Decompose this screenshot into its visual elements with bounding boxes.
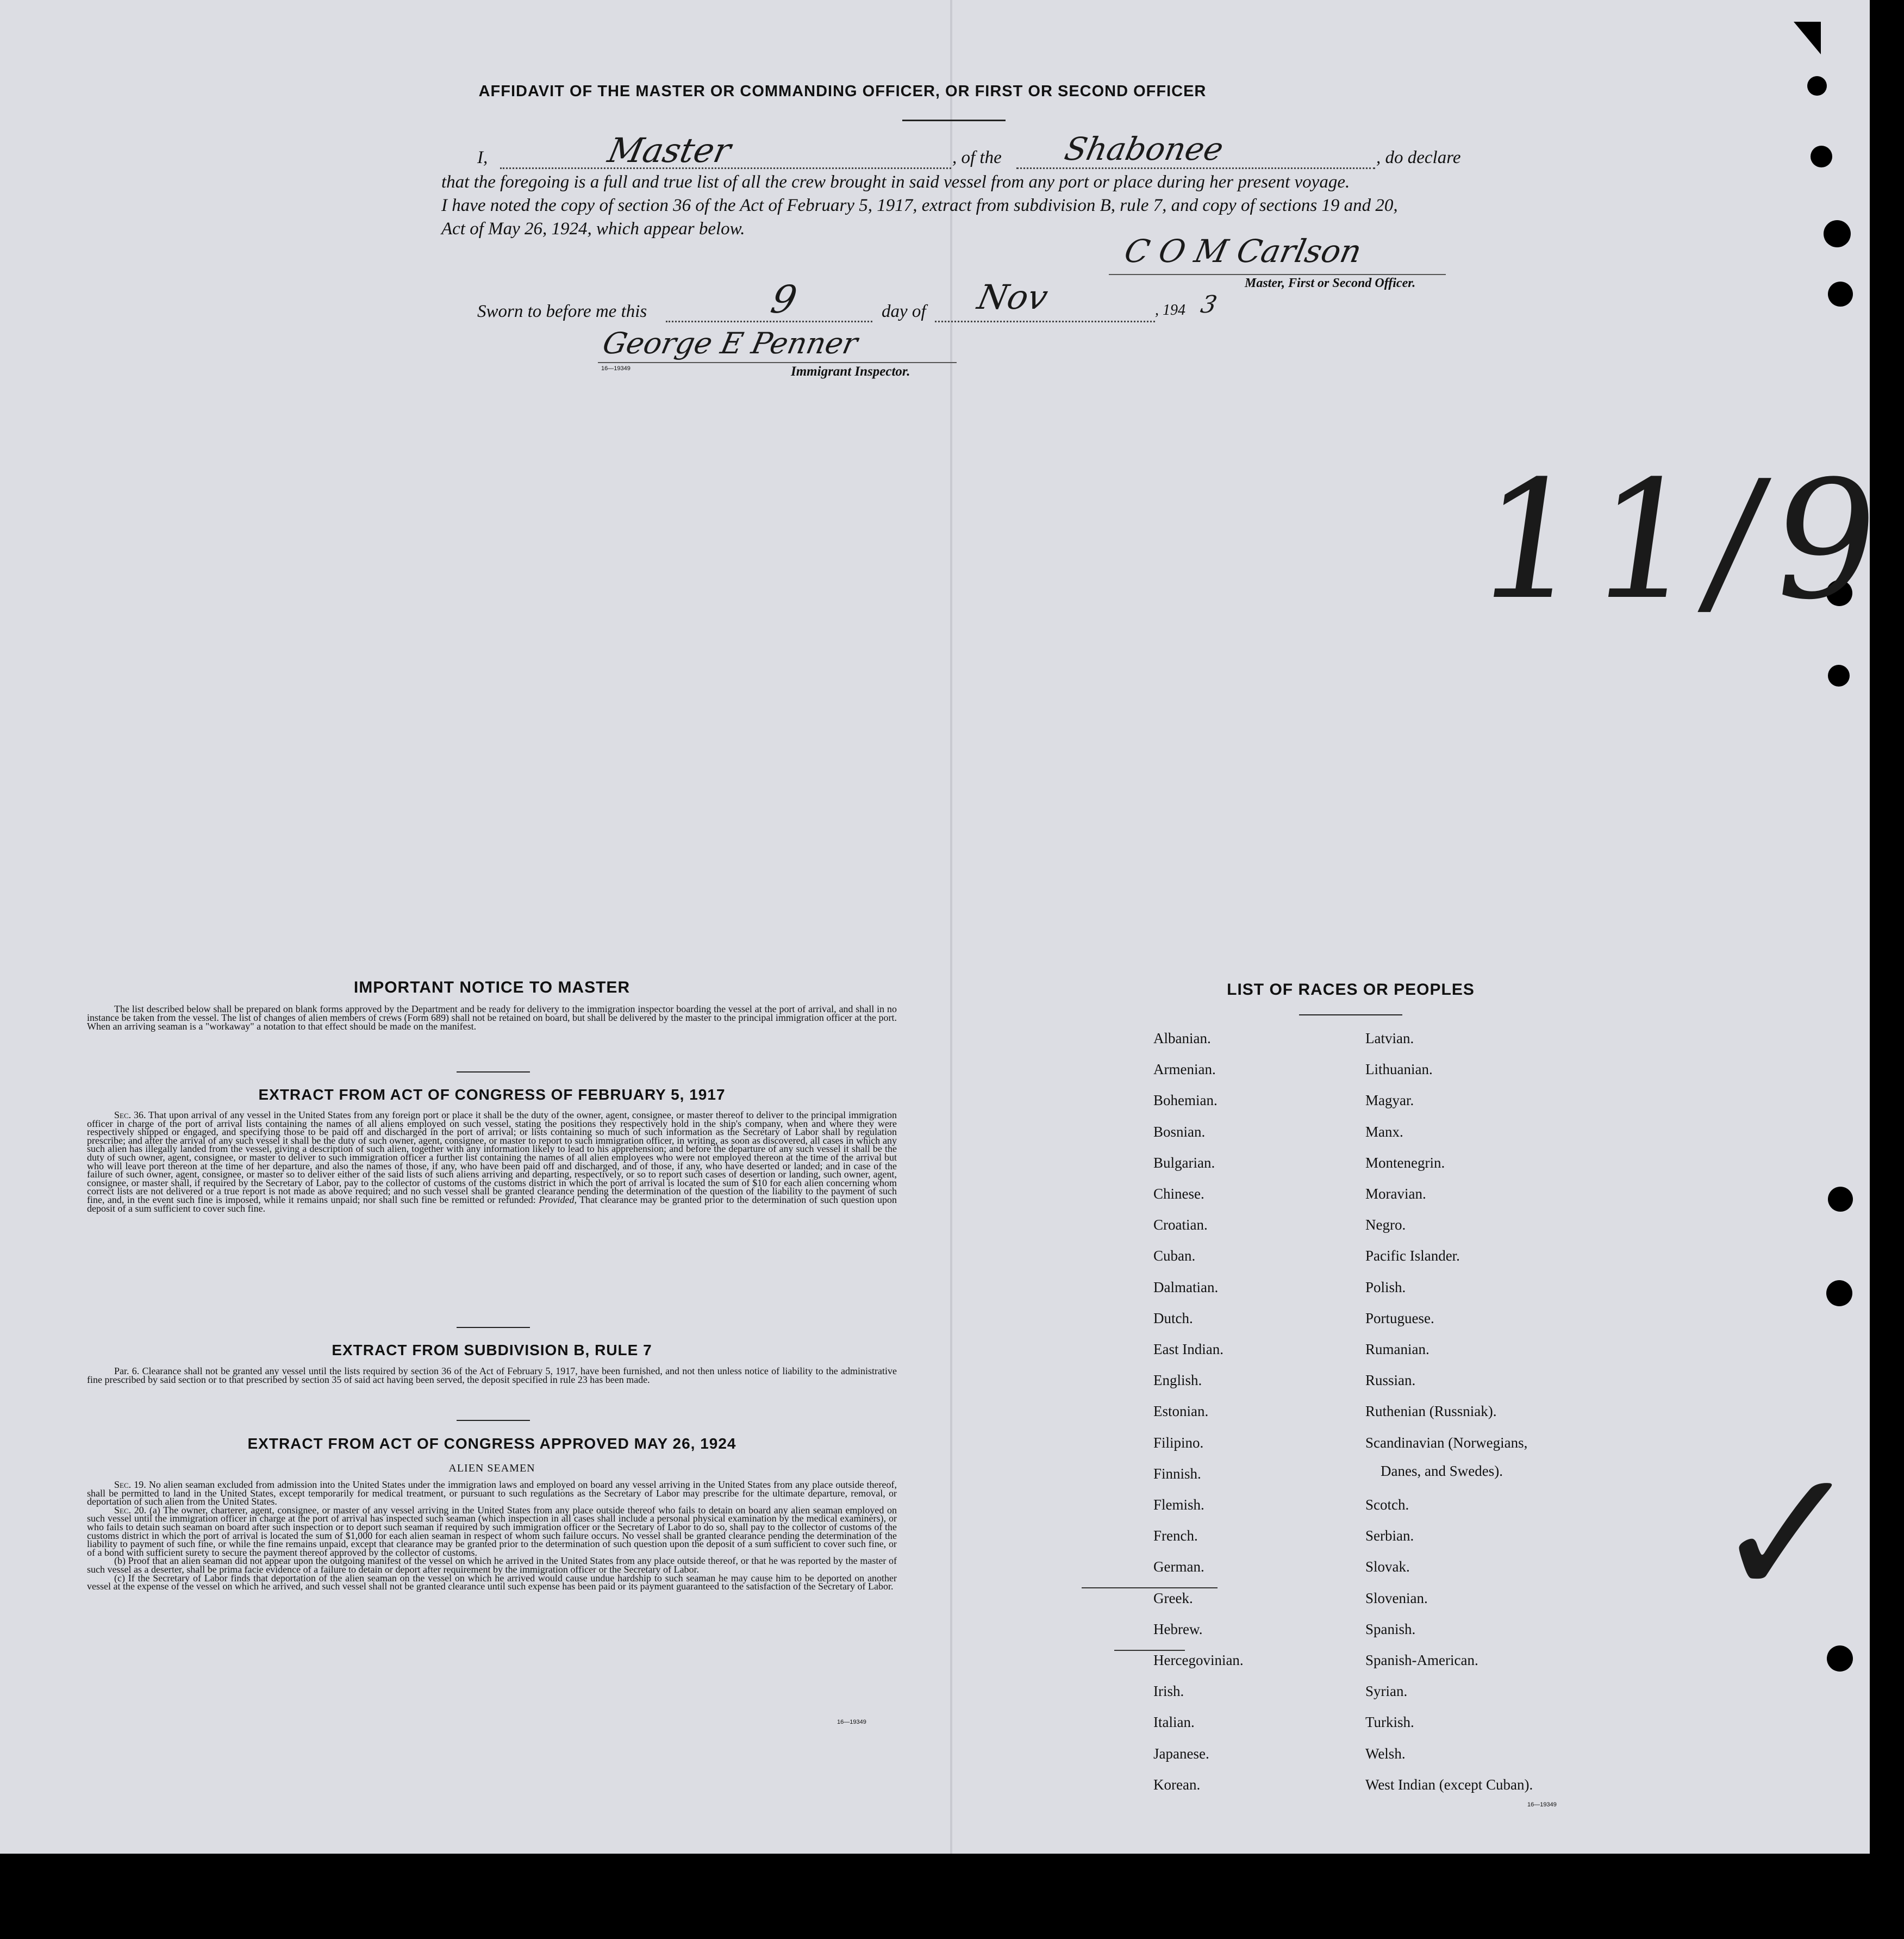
race-item: West Indian (except Cuban). xyxy=(1365,1776,1533,1793)
race-item: Flemish. xyxy=(1153,1497,1204,1513)
races-rule xyxy=(1299,1014,1402,1015)
master-signature: C O M Carlson xyxy=(1121,233,1365,270)
race-item: French. xyxy=(1153,1527,1198,1544)
pencil-mark xyxy=(1114,1650,1185,1651)
race-item: Albanian. xyxy=(1153,1030,1211,1046)
race-item: Greek. xyxy=(1153,1589,1193,1606)
affidavit-title: AFFIDAVIT OF THE MASTER OR COMMANDING OFFICER, OR FIRST OR SECOND OFFICER xyxy=(478,83,1207,100)
sec-20b: (b) Proof that an alien seaman did not appear upon the outgoing manifest of the vessel on which he arrived in the United States from any place outside thereof, or that he was reported by the master of such vessel as a deserter, shall be prima facie evidence of a failure to detain or deport after requirement by the immigration officer or the Secretary of Labor. xyxy=(87,1555,897,1575)
race-item: Magyar. xyxy=(1365,1092,1414,1109)
day-of: day of xyxy=(882,302,926,321)
race-item: Manx. xyxy=(1365,1123,1403,1140)
race-item: Portuguese. xyxy=(1365,1310,1434,1326)
race-item: Slovenian. xyxy=(1365,1589,1428,1606)
title-rule xyxy=(902,120,1006,121)
provided-text: That clearance may be granted prior to the determination of such question upon deposit of a sum sufficient to cover such fine. xyxy=(87,1194,897,1214)
race-item: English. xyxy=(1153,1372,1202,1389)
race-item: Scandinavian (Norwegians, xyxy=(1365,1434,1528,1451)
sec-19-text: No alien seaman excluded from admission into the United States under the immigration laws and employed on board any vessel arriving in the United States from any place outside thereof, shall be permitted to land in the United States, except temporarily for medical treatment, or pursuant to such regulations as the Secretary of Labor may prescribe for the ultimate departure, removal, or deportation of such alien from the United States. xyxy=(87,1479,897,1507)
race-item: Ruthenian (Russniak). xyxy=(1365,1403,1497,1420)
sworn-prefix: Sworn to before me this xyxy=(477,302,647,321)
extract-form-number: 16—19349 xyxy=(837,1719,866,1725)
extract-1917-body xyxy=(87,1111,897,1213)
handwritten-year: 3 xyxy=(1198,291,1220,319)
handwritten-check-mark: ✓ xyxy=(1712,1430,1863,1638)
race-item: Serbian. xyxy=(1365,1527,1414,1544)
handwritten-day: 9 xyxy=(767,277,801,322)
sec-20a xyxy=(87,1506,897,1557)
race-item: Polish. xyxy=(1365,1279,1406,1295)
race-item: Welsh. xyxy=(1365,1745,1406,1762)
race-item: Russian. xyxy=(1365,1372,1416,1389)
inspector-signature: George E Penner xyxy=(600,326,861,360)
rule7-body: Par. 6. Clearance shall not be granted any vessel until the lists required by section 36 of the Act of February 5, 1917, have been furnished, and not then unless notice of liability to the administrative fine prescribed by said section or to that prescribed by section 35 of said act having been served, the deposit specified in rule 23 has been made. xyxy=(87,1366,897,1385)
race-item: Hebrew. xyxy=(1153,1620,1203,1637)
master-signature-line xyxy=(1109,274,1446,275)
race-item: Bohemian. xyxy=(1153,1092,1218,1109)
race-item: Bosnian. xyxy=(1153,1123,1206,1140)
sec-20a-text: (a) The owner, charterer, agent, consignee, or master of any vessel arriving in the United States from any place outside thereof who fails to detain on board any alien seaman employed on such vessel until the immigration officer in charge at the port of arrival has inspected such seaman (which inspection in all cases shall include a personal physical examination by the medical examiners), or who fails to detain such seaman on board after such inspection or to deport such seaman if required by such immigration officer or the Secretary of Labor to do so, shall pay to the collector of customs of the customs district in which the port of arrival is located the sum of $1,000 for each alien seaman in respect of whom such failure occurs. No vessel shall be granted clearance pending the determination of the liability to payment of such fine, or while the fine remains unpaid, except that clearance may be granted prior to the determination of such question upon the deposit of a sum sufficient to cover such fine, or of a bond with sufficient surety to secure the payment thereof approved by the collector of customs. xyxy=(87,1504,897,1558)
race-scandinavian-continued: Danes, and Swedes). xyxy=(1381,1463,1503,1479)
punch-hole xyxy=(1824,220,1851,247)
extract-1917-title: EXTRACT FROM ACT OF CONGRESS OF FEBRUARY 5, 1917 xyxy=(258,1086,726,1103)
extract-1924-title: EXTRACT FROM ACT OF CONGRESS APPROVED MAY 26, 1924 xyxy=(247,1435,736,1452)
punch-hole xyxy=(1826,1280,1852,1306)
race-item: Lithuanian. xyxy=(1365,1061,1433,1078)
extract-1924-body xyxy=(87,1481,897,1591)
races-title: LIST OF RACES OR PEOPLES xyxy=(1227,981,1475,999)
race-item: Japanese. xyxy=(1153,1745,1209,1762)
rule7-rule xyxy=(457,1420,530,1421)
race-item: Rumanian. xyxy=(1365,1341,1429,1357)
affidavit-line2: that the foregoing is a full and true list of all the crew brought in said vessel from any port or place during her present voyage. xyxy=(441,172,1350,192)
page-fold xyxy=(950,0,952,1854)
race-item: Spanish-American. xyxy=(1365,1652,1478,1668)
race-item: Irish. xyxy=(1153,1683,1184,1700)
race-item: Latvian. xyxy=(1365,1030,1414,1046)
notice-title: IMPORTANT NOTICE TO MASTER xyxy=(353,978,630,996)
race-item: Montenegrin. xyxy=(1365,1154,1445,1171)
race-item: Pacific Islander. xyxy=(1365,1248,1460,1264)
handwritten-margin-date: 11/9 xyxy=(1465,446,1902,635)
alien-seamen-subtitle: ALIEN SEAMEN xyxy=(448,1462,535,1474)
sec-19-label: Sec. 19. xyxy=(114,1479,146,1490)
rule7-title: EXTRACT FROM SUBDIVISION B, RULE 7 xyxy=(332,1342,652,1358)
month-line xyxy=(935,321,1155,322)
punch-hole xyxy=(1828,665,1850,687)
race-item: Chinese. xyxy=(1153,1186,1204,1202)
affidavit-line3: I have noted the copy of section 36 of the Act of February 5, 1917, extract from subdivision B, rule 7, and copy of sections 19 and 20, xyxy=(441,196,1398,215)
affidavit-i: I, xyxy=(477,148,488,167)
sec-36-text: That upon arrival of any vessel in the United States from any foreign port or place it shall be the duty of the owner, agent, consignee, or master thereof to deliver to the principal immigration officer in charge of the port of arrival lists containing the names of all aliens employed on such vessel, stating the positions they respectively hold in the ship's company, when and where they were respectively shipped or engaged, and specifying those to be paid off and discharged in the port of arrival; or lists containing so much of such information as the Secretary of Labor shall by regulation prescribe; and after the arrival of any such vessel it shall be the duty of such owner, agent, consignee, or master to report to such immigration officer, in writing, as soon as discovered, all cases in which any such alien has illegally landed from the vessel, giving a description of such alien, together with any information likely to lead to his apprehension; and before the departure of any such vessel it shall be the duty of such owner, agent, consignee, or master to deliver to such immigration officer a further list containing the names of all alien employees who were not employed thereon at the time of the arrival but who will leave port thereon at the time of her departure, and also the names of those, if any, who have been paid off and discharged, and of those, if any, who have deserted or landed; and in case of the failure of such owner, agent, consignee, or master so to deliver either of the said lists of such aliens arriving and departing, respectively, or so to report such cases of desertion or landing, such owner, agent, consignee, or master shall, if required by the Secretary of Labor, pay to the collector of customs of the customs district in which the port of arrival is located the sum of $10 for each alien concerning whom correct lists are not delivered or a true report is not made as above required; and no such vessel shall be granted clearance pending the determination of the question of the liability to the payment of such fine, and, in the event such fine is imposed, while it remains unpaid; nor shall such fine be remitted or refunded: xyxy=(87,1109,897,1205)
punch-hole xyxy=(1828,282,1853,307)
handwritten-vessel: Shabonee xyxy=(1061,130,1227,167)
notice-body: The list described below shall be prepared on blank forms approved by the Department and be ready for delivery to the immigration inspector boarding the vessel at the port of arrival, and shall in no instance be taken from the vessel. The list of changes of alien members of crews (Form 689) shall not be retained on board, but shall be delivered by the master to the principal immigration officer at the port. When an arriving seaman is a "workaway" a notation to that effect should be made on the manifest. xyxy=(87,1003,897,1032)
sec-20c: (c) If the Secretary of Labor finds that deportation of the alien seaman on the vessel on which he arrived would cause undue hardship to such seaman he may cause him to be deported on another vessel at the expense of the vessel on which he arrived, and such vessel shall not be granted clearance until such expense has been paid or its payment guaranteed to the satisfaction of the Secretary of Labor. xyxy=(87,1572,897,1592)
sec-19 xyxy=(87,1481,897,1506)
races-form-number: 16—19349 xyxy=(1527,1801,1557,1808)
affidavit-form-number: 16—19349 xyxy=(601,365,630,372)
race-item: Italian. xyxy=(1153,1714,1195,1731)
race-item: Negro. xyxy=(1365,1217,1406,1233)
affidavit-line4: Act of May 26, 1924, which appear below. xyxy=(441,219,745,239)
race-item: Estonian. xyxy=(1153,1403,1209,1420)
provided-label: Provided, xyxy=(539,1194,577,1205)
sec-20-label: Sec. 20. xyxy=(114,1504,147,1516)
race-item: Finnish. xyxy=(1153,1465,1201,1482)
race-item: Slovak. xyxy=(1365,1558,1410,1575)
master-caption: Master, First or Second Officer. xyxy=(1245,276,1416,290)
affidavit-declare: , do declare xyxy=(1376,148,1461,167)
sec-36-label: Sec. 36. xyxy=(114,1109,146,1120)
handwritten-month: Nov xyxy=(974,277,1052,317)
race-item: Armenian. xyxy=(1153,1061,1216,1078)
affidavit-of-the: , of the xyxy=(952,148,1002,167)
vessel-line xyxy=(1016,167,1375,169)
race-item: Croatian. xyxy=(1153,1217,1208,1233)
handwritten-name: Master xyxy=(604,130,735,170)
punch-hole xyxy=(1828,1187,1853,1212)
race-item: Dutch. xyxy=(1153,1310,1193,1326)
race-item: Cuban. xyxy=(1153,1248,1196,1264)
race-item: Moravian. xyxy=(1365,1186,1426,1202)
race-item: Dalmatian. xyxy=(1153,1279,1219,1295)
punch-hole xyxy=(1807,76,1827,96)
torn-corner xyxy=(1794,22,1821,54)
race-item: East Indian. xyxy=(1153,1341,1223,1357)
race-item: Scotch. xyxy=(1365,1497,1409,1513)
year-prefix: , 194 xyxy=(1155,302,1185,319)
pencil-mark xyxy=(1082,1587,1218,1588)
race-item: Filipino. xyxy=(1153,1434,1204,1451)
race-item: Syrian. xyxy=(1365,1683,1408,1700)
race-item: Korean. xyxy=(1153,1776,1201,1793)
inspector-signature-line xyxy=(598,362,957,363)
inspector-caption: Immigrant Inspector. xyxy=(791,364,910,379)
race-item: Turkish. xyxy=(1365,1714,1414,1731)
extract-1917-rule xyxy=(457,1327,530,1328)
race-item: Bulgarian. xyxy=(1153,1154,1215,1171)
punch-hole xyxy=(1811,146,1832,167)
race-item: Hercegovinian. xyxy=(1153,1652,1244,1668)
punch-hole xyxy=(1827,1645,1853,1672)
race-item: German. xyxy=(1153,1558,1204,1575)
notice-rule xyxy=(457,1071,530,1073)
race-item: Spanish. xyxy=(1365,1620,1416,1637)
